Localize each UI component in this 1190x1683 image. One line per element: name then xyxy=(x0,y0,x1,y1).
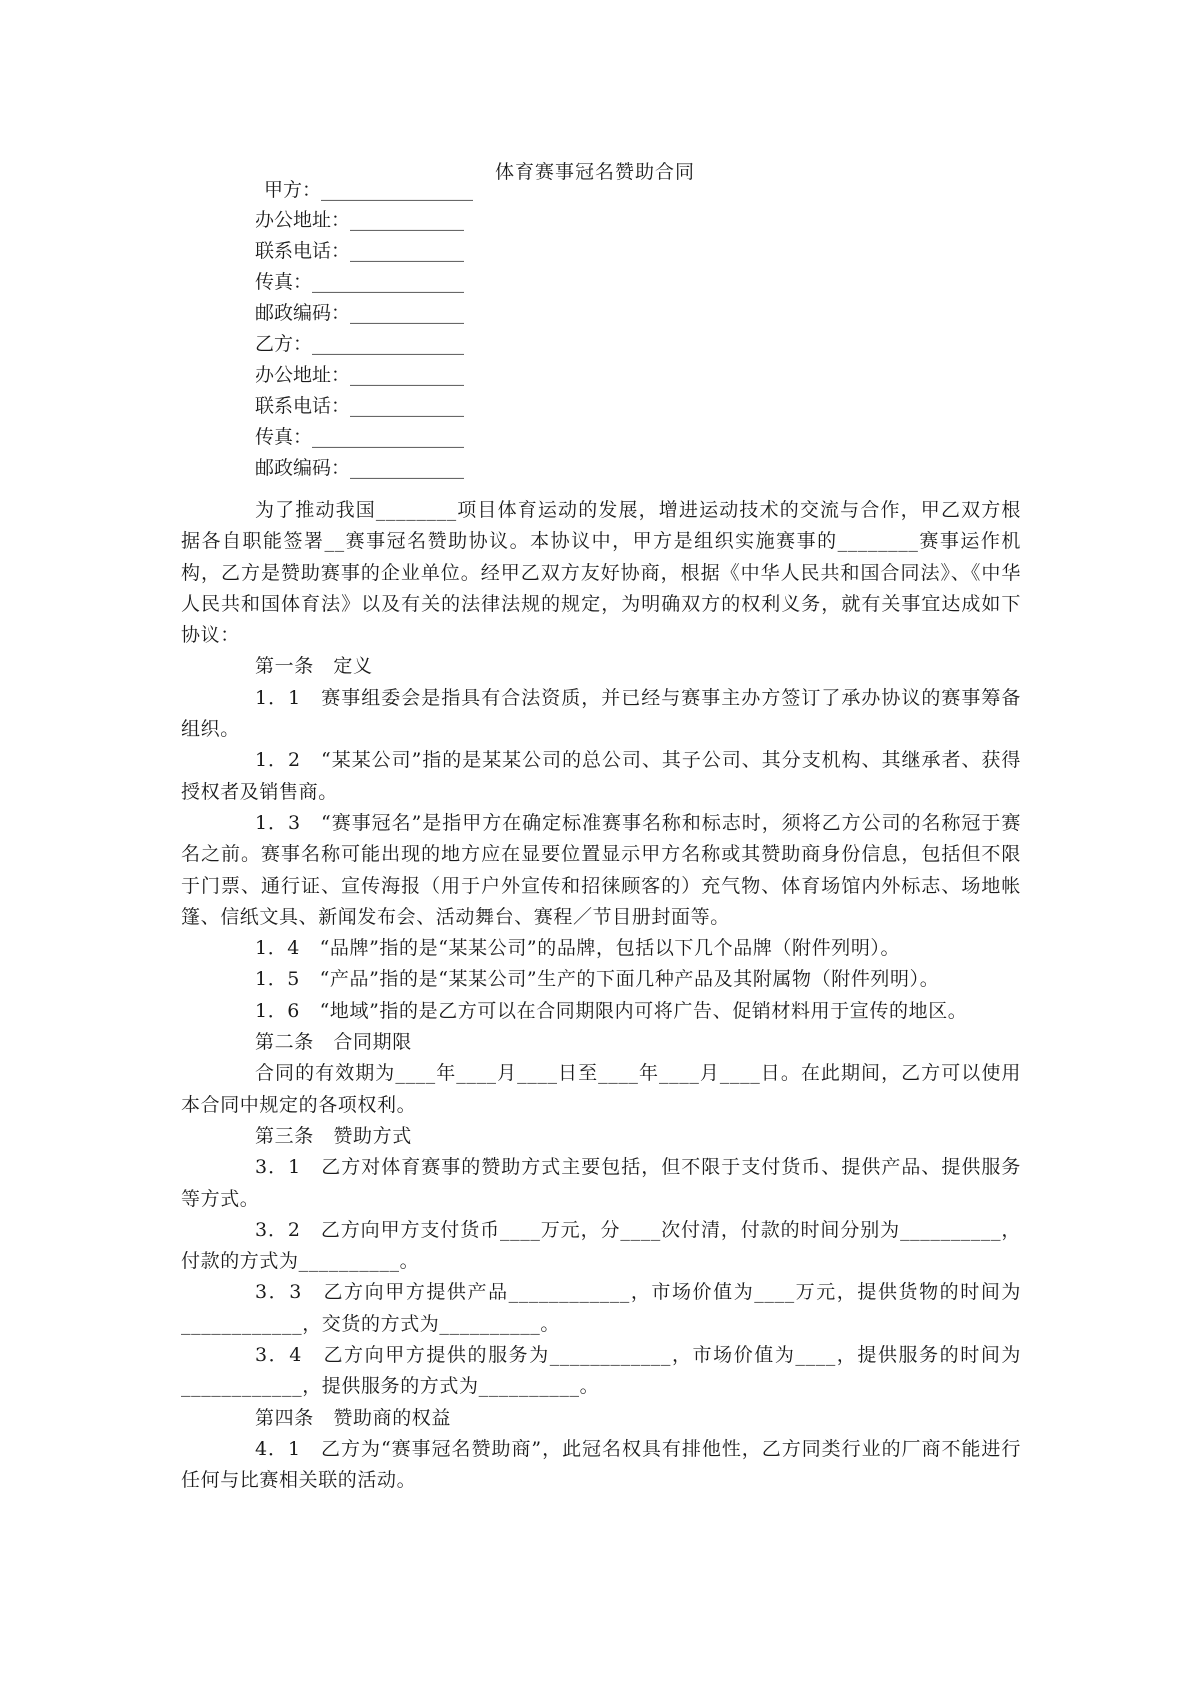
document-title: 体育赛事冠名赞助合同 xyxy=(494,161,695,183)
article-1-heading: 第一条 定义 xyxy=(255,655,373,678)
clause-3-2: 3．2 乙方向甲方支付货币____万元，分____次付清，付款的时间分别为__________，付款的方式为__________。 xyxy=(181,1218,1021,1273)
article-3-heading: 第三条 赞助方式 xyxy=(255,1124,412,1147)
field-label: 甲方： xyxy=(264,179,322,201)
article-4-heading: 第四条 赞助商的权益 xyxy=(255,1406,452,1429)
field-label: 乙方： xyxy=(255,333,313,355)
blank-line: ________________ xyxy=(312,426,465,448)
field-label: 办公地址： xyxy=(255,364,351,386)
blank-line: ____________ xyxy=(350,395,465,417)
blank-line: ________________ xyxy=(312,333,465,355)
field-label: 传真： xyxy=(255,426,313,448)
clause-3-1: 3．1 乙方对体育赛事的赞助方式主要包括，但不限于支付货币、提供产品、提供服务等方式。 xyxy=(181,1156,1021,1210)
clause-1-3: 1．3 “赛事冠名”是指甲方在确定标准赛事名称和标志时，须将乙方公司的名称冠于赛名之前。赛事名称可能出现的地方应在显要位置显示甲方名称或其赞助商身份信息，包括但不限于门票、通行证、宣传海报（用于户外宣传和招徕顾客的）充气物、体育场馆内外标志、场地帐篷、信纸文具、新闻发布会、活动舞台、赛程／节目册封面等。 xyxy=(181,811,1021,928)
preamble-paragraph: 为了推动我国________项目体育运动的发展，增进运动技术的交流与合作，甲乙双方根据各自职能签署__赛事冠名赞助协议。本协议中，甲方是组织实施赛事的________赛事运作机构，乙方是赞助赛事的企业单位。经甲乙双方友好协商，根据《中华人民共和国合同法》、《中华人民共和国体育法》以及有关的法律法规的规定，为明确双方的权利义务，就有关事宜达成如下协议： xyxy=(181,499,1021,647)
clause-1-1: 1．1 赛事组委会是指具有合法资质，并已经与赛事主办方签订了承办协议的赛事筹备组织。 xyxy=(181,686,1021,741)
party-a-address-field xyxy=(255,208,464,232)
party-b-phone-field xyxy=(255,394,464,418)
party-a-name-field xyxy=(264,178,473,202)
blank-line: ____________ xyxy=(350,364,465,386)
clause-1-5: 1．5 “产品”指的是“某某公司”生产的下面几种产品及其附属物（附件列明）。 xyxy=(255,968,940,991)
party-a-fax-field xyxy=(255,270,464,294)
clause-4-1: 4．1 乙方为“赛事冠名赞助商”，此冠名权具有排他性，乙方同类行业的厂商不能进行任何与比赛相关联的活动。 xyxy=(181,1437,1021,1492)
clause-3-4: 3．4 乙方向甲方提供的服务为____________，市场价值为____，提供服务的时间为____________，提供服务的方式为__________。 xyxy=(181,1344,1021,1398)
blank-line: ____________ xyxy=(350,209,465,231)
field-label: 办公地址： xyxy=(255,209,351,231)
article-2-heading: 第二条 合同期限 xyxy=(255,1031,412,1054)
contract-body xyxy=(181,495,1021,1497)
party-a-postcode-field xyxy=(255,301,464,325)
field-label: 联系电话： xyxy=(255,240,351,262)
party-b-postcode-field xyxy=(255,456,464,480)
blank-line: ________________ xyxy=(312,271,465,293)
party-b-address-field xyxy=(255,363,464,387)
clause-1-4: 1．4 “品牌”指的是“某某公司”的品牌，包括以下几个品牌（附件列明）。 xyxy=(255,937,901,960)
term-paragraph: 合同的有效期为____年____月____日至____年____月____日。在此期间，乙方可以使用本合同中规定的各项权利。 xyxy=(181,1062,1021,1116)
field-label: 邮政编码： xyxy=(255,457,351,479)
blank-line: ____________ xyxy=(350,240,465,262)
blank-line: ____________ xyxy=(350,302,465,324)
clause-3-3: 3．3 乙方向甲方提供产品____________，市场价值为____万元，提供货物的时间为____________，交货的方式为__________。 xyxy=(181,1281,1021,1335)
party-a-phone-field xyxy=(255,239,464,263)
party-b-name-field xyxy=(255,332,464,356)
party-b-fax-field xyxy=(255,425,464,449)
blank-line: ____________ xyxy=(350,457,465,479)
field-label: 联系电话： xyxy=(255,395,351,417)
field-label: 邮政编码： xyxy=(255,302,351,324)
blank-line: ________________ xyxy=(321,179,474,201)
clause-1-2: 1．2 “某某公司”指的是某某公司的总公司、其子公司、其分支机构、其继承者、获得授权者及销售商。 xyxy=(181,749,1021,803)
clause-1-6: 1．6 “地域”指的是乙方可以在合同期限内可将广告、促销材料用于宣传的地区。 xyxy=(255,999,968,1022)
field-label: 传真： xyxy=(255,271,313,293)
